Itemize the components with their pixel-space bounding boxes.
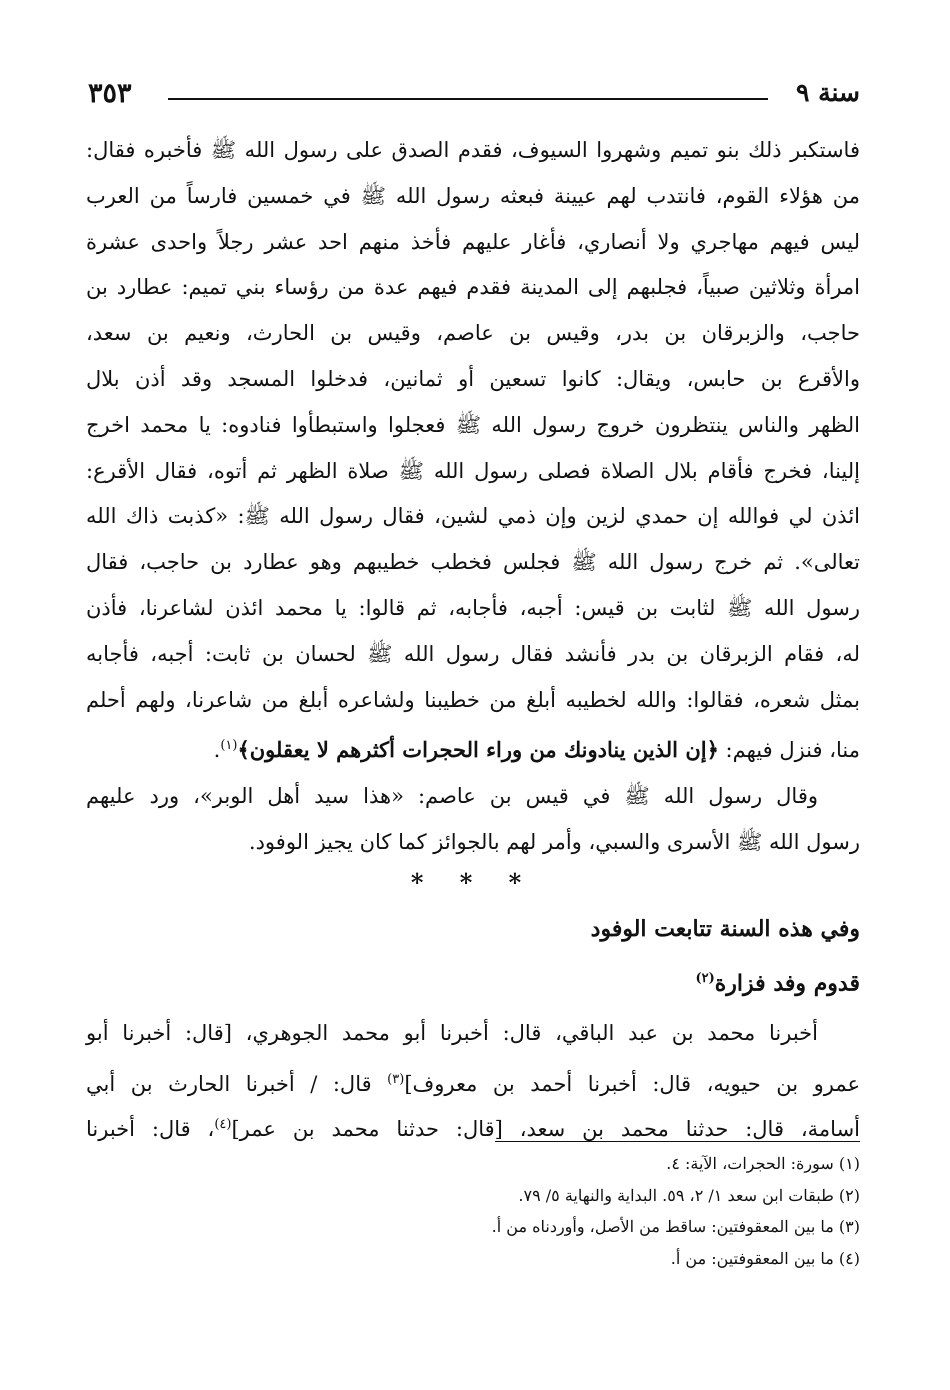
section-heading: وفي هذه السنة تتابعت الوفود: [590, 915, 860, 942]
text-line-with-quran-verse: [86, 723, 860, 769]
quran-verse: ﴿إن الذين ينادونك من وراء الحجرات أكثرهم لا يعقلون﴾: [237, 737, 719, 763]
text-line: حاجب، والزبرقان بن بدر، وقيس بن عاصم، وقيس بن الحارث، ونعيم بن سعد،: [86, 321, 860, 346]
paragraph-3: [86, 1011, 860, 1148]
text-line: رسول الله ﷺ لثابت بن قيس: أجبه، فأجابه، ثم قالوا: يا محمد ائذن لشاعرنا، فأذن: [86, 595, 860, 620]
page-number: ٣٥٣: [88, 78, 132, 109]
page-header: [88, 78, 860, 114]
text-fragment: .: [213, 738, 221, 763]
footnote-1: (١) سورة: الحجرات، الآية: ٤.: [666, 1154, 860, 1173]
text-line: [86, 1057, 860, 1103]
footnote-4: (٤) ما بين المعقوفتين: من أ.: [670, 1248, 860, 1268]
text-line: بمثل شعره، فقالوا: والله لخطيبه أبلغ من خطيبنا ولشاعره أبلغ من شاعرنا، ولهم أحلم: [86, 687, 860, 712]
text-line: رسول الله ﷺ الأسرى والسبي، وأمر لهم بالجوائز كما كان يجيز الوفود.: [248, 829, 860, 854]
footnote-ref-2: (٢): [695, 970, 715, 986]
footnote-2: (٢) طبقات ابن سعد ١/ ٢، ٥٩. البداية والنهاية ٥/ ٧٩.: [518, 1185, 860, 1205]
text-fragment: منا، فنزل فيهم:: [718, 738, 860, 763]
footnote-ref-4: (٤): [214, 1117, 232, 1133]
text-fragment: ، قال: أخبرنا: [86, 1117, 215, 1142]
footnote-ref-1: (١): [220, 738, 238, 754]
paragraph-1: [86, 128, 860, 769]
main-text: [86, 128, 860, 1148]
section-separator: * * *: [410, 867, 536, 897]
text-fragment: عمرو بن حيويه، قال: أخبرنا أحمد بن معروف]: [404, 1071, 860, 1096]
text-fragment: قال: / أخبرنا الحارث بن أبي: [86, 1071, 388, 1096]
footnote-rule: [495, 1141, 860, 1142]
running-head: سنة ٩: [795, 78, 860, 107]
text-line: امرأة وثلاثين صبياً، فجلبهم إلى المدينة فقدم فيهم عدة من رؤساء بني تميم: عطارد بن: [86, 275, 860, 300]
text-line: وقال رسول الله ﷺ في قيس بن عاصم: «هذا سيد أهل الوبر»، ورد عليهم: [86, 784, 818, 809]
text-line: له، فقام الزبرقان بن بدر فأنشد فقال رسول الله ﷺ لحسان بن ثابت: أجبه، فأجابه: [86, 641, 860, 666]
text-line: فاستكبر ذلك بنو تميم وشهروا السيوف، فقدم الصدق على رسول الله ﷺ فأخبره فقال:: [86, 138, 860, 162]
text-fragment: أسامة، قال: حدثنا محمد بن سعد، [قال: حدثنا محمد بن عمر]: [231, 1117, 860, 1142]
text-line: والأقرع بن حابس، ويقال: كانوا تسعين أو ثمانين، فدخلوا المسجد وقد أذن بلال: [86, 366, 860, 391]
text-line: إلينا، فخرج فأقام بلال الصلاة فصلى رسول الله ﷺ صلاة الظهر ثم أتوه، فقال الأقرع:: [86, 458, 860, 483]
text-line: من هؤلاء القوم، فانتدب لهم عيينة فبعثه رسول الله ﷺ في خمسين فارساً من العرب: [86, 183, 860, 208]
text-line: الظهر والناس ينتظرون خروج رسول الله ﷺ فعجلوا واستبطأوا فنادوه: يا محمد اخرج: [86, 412, 860, 437]
footnote-3: (٣) ما بين المعقوفتين: ساقط من الأصل، وأوردناه من أ.: [491, 1217, 860, 1236]
header-rule: [168, 98, 768, 100]
paragraph-2: [86, 774, 860, 866]
text-line: أخبرنا محمد بن عبد الباقي، قال: أخبرنا أبو محمد الجوهري، [قال: أخبرنا أبو: [86, 1020, 818, 1045]
text-line: ليس فيهم مهاجري ولا أنصاري، فأغار عليهم فأخذ منهم احد عشر رجلاً واحدى عشرة: [86, 229, 860, 254]
text-line: تعالى». ثم خرج رسول الله ﷺ فجلس فخطب خطيبهم وهو عطارد بن حاجب، فقال: [86, 550, 860, 575]
footnotes: [340, 1148, 860, 1274]
subsection-heading: [86, 956, 860, 1006]
text-line: ائذن لي فوالله إن حمدي لزين وإن ذمي لشين، فقال رسول الله ﷺ: «كذبت ذاك الله: [86, 504, 860, 529]
footnote-ref-3: (٣): [387, 1071, 405, 1087]
subsection-heading-text: قدوم وفد فزارة: [714, 970, 860, 997]
